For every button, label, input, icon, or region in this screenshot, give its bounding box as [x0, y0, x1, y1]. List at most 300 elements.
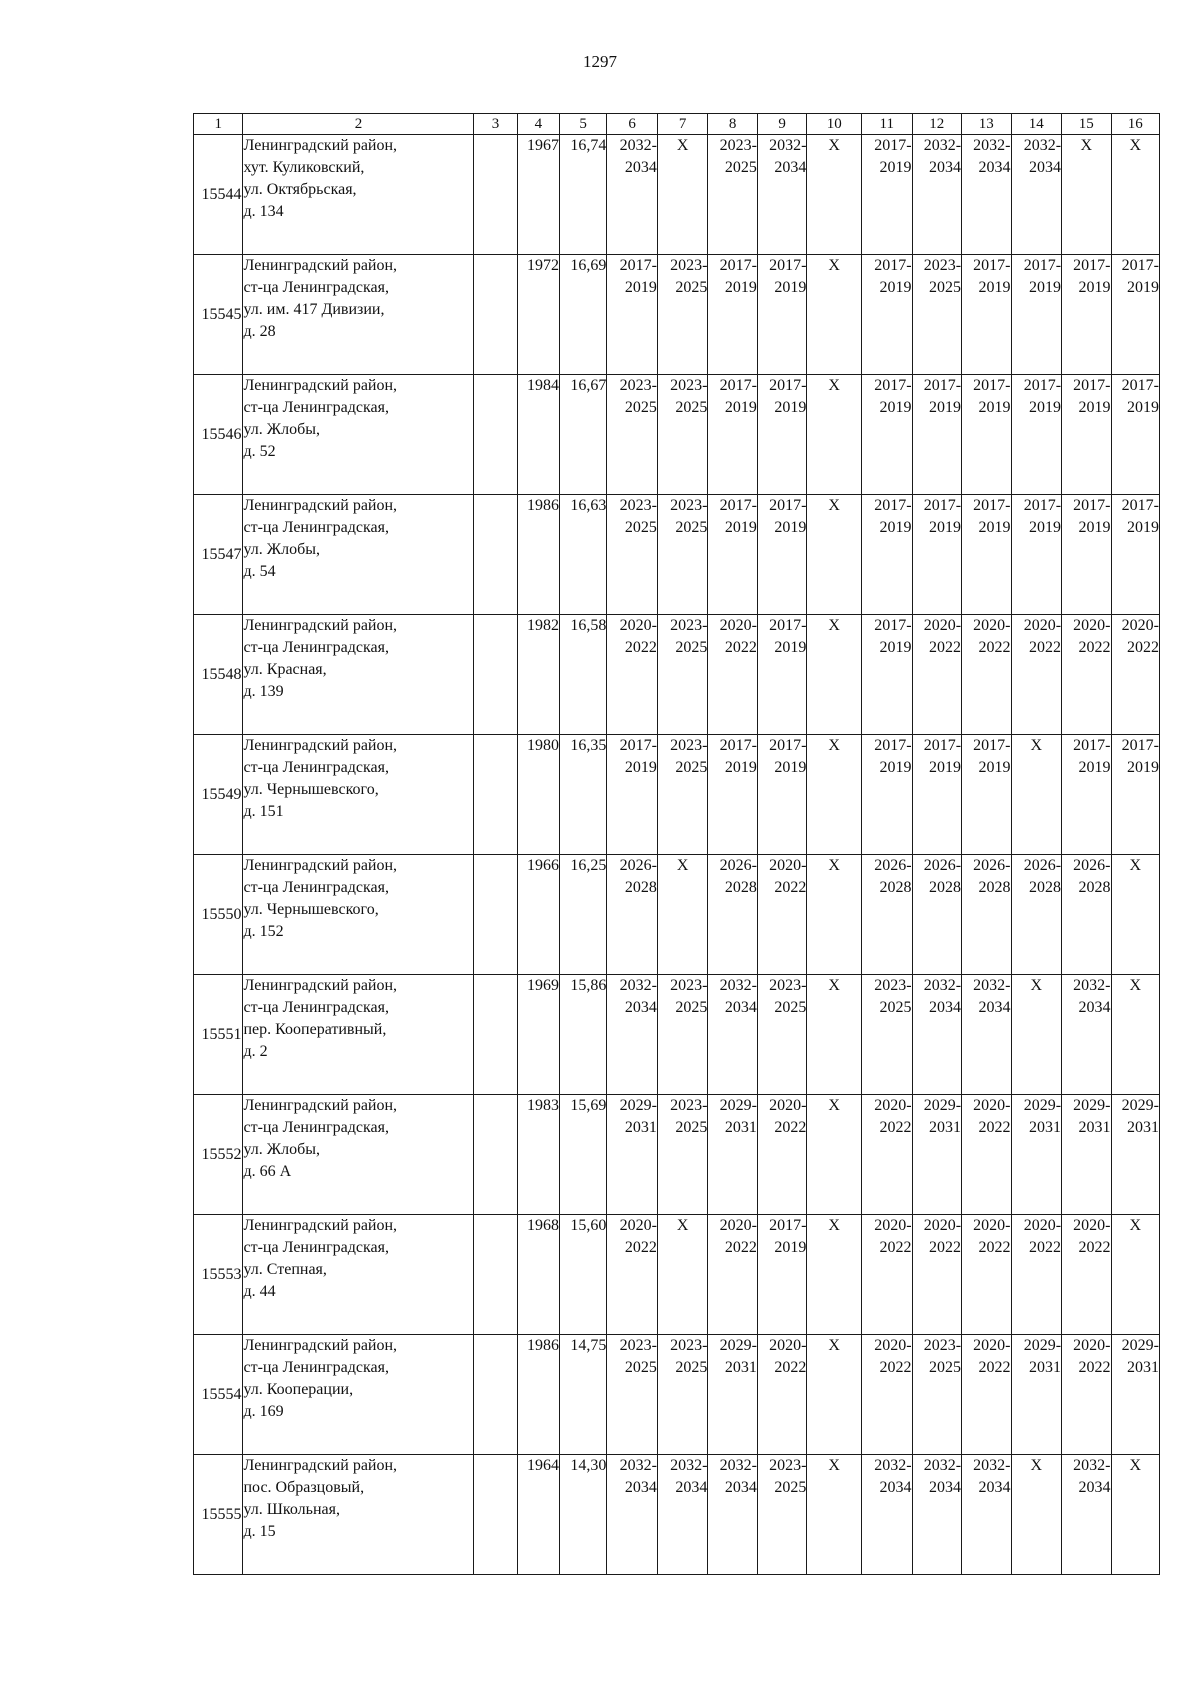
address-cell [243, 975, 474, 1095]
period-cell-col-10 [807, 855, 862, 975]
address-line: ст-ца Ленинградская, [243, 399, 389, 416]
address-line: хут. Куликовский, [243, 159, 365, 176]
address-cell [243, 135, 474, 255]
period-cell-col-7 [657, 1095, 708, 1215]
period-line: Х [828, 1097, 840, 1114]
period-cell-col-13 [962, 1455, 1011, 1575]
period-cell-col-15 [1062, 255, 1111, 375]
period-line: 2031 [1127, 1359, 1159, 1376]
year-built-cell: 1967 [517, 135, 559, 255]
table-row [194, 495, 1160, 615]
record-number-cell: 15551 [194, 975, 243, 1095]
period-cell-col-9 [757, 1335, 806, 1455]
period-cell-col-13 [962, 855, 1011, 975]
period-cell-col-12 [912, 855, 961, 975]
value-cell: 16,74 [559, 135, 606, 255]
period-cell-col-14 [1011, 735, 1062, 855]
table-row [194, 1335, 1160, 1455]
period-cell-col-15 [1062, 1215, 1111, 1335]
period-line: 2020- [769, 1337, 807, 1354]
period-cell-col-12 [912, 255, 961, 375]
column-3-cell [474, 975, 517, 1095]
period-cell-col-6 [607, 615, 658, 735]
table-row [194, 735, 1160, 855]
column-3-cell [474, 1215, 517, 1335]
period-line: 2025 [675, 1359, 708, 1376]
period-cell-col-9 [757, 135, 806, 255]
address-line: д. 134 [243, 203, 284, 220]
period-line: 2017- [1073, 737, 1111, 754]
period-line: 2022 [1078, 1239, 1111, 1256]
period-line: 2022 [978, 639, 1011, 656]
period-cell-col-13 [962, 375, 1011, 495]
period-cell-col-8 [708, 1095, 757, 1215]
period-cell-col-8 [708, 495, 757, 615]
column-header-3: 3 [474, 114, 517, 135]
period-line: 2019 [879, 279, 912, 296]
year-built-cell: 1982 [517, 615, 559, 735]
period-cell-col-7 [657, 975, 708, 1095]
period-cell-col-8 [708, 375, 757, 495]
column-header-2: 2 [243, 114, 474, 135]
year-built-cell: 1966 [517, 855, 559, 975]
period-cell-col-6 [607, 735, 658, 855]
period-line: 2020- [1023, 1217, 1062, 1234]
address-line: ст-ца Ленинградская, [243, 279, 389, 296]
period-line: 2019 [774, 1239, 807, 1256]
period-line: 2020- [923, 617, 962, 634]
address-line: ст-ца Ленинградская, [243, 639, 389, 656]
period-line: 2020- [1121, 617, 1159, 634]
period-cell-col-13 [962, 975, 1011, 1095]
period-cell-col-12 [912, 735, 961, 855]
period-cell-col-10 [807, 1335, 862, 1455]
value-cell: 16,35 [559, 735, 606, 855]
period-line: 2032- [619, 137, 657, 154]
address-line: Ленинградский район, [243, 1337, 398, 1354]
period-line: 2031 [1029, 1119, 1062, 1136]
column-3-cell [474, 255, 517, 375]
period-line: 2029- [1121, 1337, 1159, 1354]
address-line: ст-ца Ленинградская, [243, 519, 389, 536]
address-cell [243, 615, 474, 735]
column-3-cell [474, 495, 517, 615]
period-line: Х [1129, 137, 1142, 154]
period-line: 2019 [774, 399, 807, 416]
period-cell-col-6 [607, 495, 658, 615]
address-line: д. 15 [243, 1523, 276, 1540]
address-line: д. 54 [243, 563, 276, 580]
period-line: 2026- [719, 857, 757, 874]
address-line: ст-ца Ленинградская, [243, 759, 389, 776]
period-line: 2022 [774, 879, 807, 896]
period-cell-col-15 [1062, 615, 1111, 735]
period-line: 2022 [879, 1359, 912, 1376]
period-cell-col-7 [657, 375, 708, 495]
address-line: д. 152 [243, 923, 284, 940]
period-cell-col-12 [912, 495, 961, 615]
period-line: 2029- [619, 1097, 657, 1114]
column-header-8: 8 [708, 114, 757, 135]
period-cell-col-15 [1062, 1455, 1111, 1575]
period-line: 2017- [769, 257, 807, 274]
year-built-cell: 1983 [517, 1095, 559, 1215]
column-header-5: 5 [559, 114, 606, 135]
period-cell-col-6 [607, 1455, 658, 1575]
period-line: 2032- [973, 137, 1011, 154]
period-line: 2025 [774, 999, 807, 1016]
period-line: 2017- [1023, 497, 1062, 514]
period-line: 2032- [923, 137, 962, 154]
record-number-cell: 15553 [194, 1215, 243, 1335]
period-line: 2029- [1023, 1097, 1062, 1114]
period-line: 2023- [923, 1337, 962, 1354]
period-line: 2022 [1029, 639, 1062, 656]
period-line: Х [828, 1457, 840, 1474]
column-header-14: 14 [1011, 114, 1062, 135]
period-line: 2029- [1073, 1097, 1111, 1114]
period-cell-col-15 [1062, 495, 1111, 615]
period-cell-col-16 [1111, 495, 1160, 615]
period-line: 2025 [774, 1479, 807, 1496]
period-line: 2022 [1078, 1359, 1111, 1376]
period-line: 2020- [973, 617, 1011, 634]
address-line: д. 151 [243, 803, 284, 820]
period-line: 2034 [1078, 1479, 1111, 1496]
period-cell-col-9 [757, 1455, 806, 1575]
period-cell-col-7 [657, 135, 708, 255]
period-cell-col-10 [807, 135, 862, 255]
column-header-6: 6 [607, 114, 658, 135]
period-line: 2022 [774, 1119, 807, 1136]
period-line: 2017- [719, 257, 757, 274]
address-line: ст-ца Ленинградская, [243, 879, 389, 896]
period-line: 2017- [769, 737, 807, 754]
period-line: 2034 [624, 1479, 657, 1496]
column-3-cell [474, 1095, 517, 1215]
period-cell-col-10 [807, 1095, 862, 1215]
period-cell-col-12 [912, 1455, 961, 1575]
period-line: 2017- [769, 377, 807, 394]
period-cell-col-12 [912, 1095, 961, 1215]
period-line: 2034 [978, 159, 1011, 176]
period-line: 2019 [1127, 759, 1159, 776]
period-cell-col-16 [1111, 1215, 1160, 1335]
record-number-cell: 15550 [194, 855, 243, 975]
period-line: 2023- [719, 137, 757, 154]
period-line: 2025 [624, 1359, 657, 1376]
address-line: ул. Жлобы, [243, 541, 320, 558]
period-line: Х [828, 257, 840, 274]
period-line: 2032- [719, 1457, 757, 1474]
period-line: Х [1129, 1457, 1142, 1474]
period-cell-col-6 [607, 135, 658, 255]
period-line: 2031 [624, 1119, 657, 1136]
period-cell-col-13 [962, 1335, 1011, 1455]
period-line: 2023- [670, 497, 708, 514]
period-line: 2023- [769, 1457, 807, 1474]
period-line: 2023- [670, 737, 708, 754]
period-cell-col-15 [1062, 1335, 1111, 1455]
record-number-cell: 15544 [194, 135, 243, 255]
period-line: 2034 [774, 159, 807, 176]
period-cell-col-7 [657, 855, 708, 975]
period-line: 2019 [1029, 279, 1062, 296]
period-line: 2022 [774, 1359, 807, 1376]
address-line: ул. Октябрьская, [243, 181, 357, 198]
address-line: ул. Степная, [243, 1261, 327, 1278]
period-line: 2034 [624, 999, 657, 1016]
period-line: 2032- [973, 1457, 1011, 1474]
table-row [194, 375, 1160, 495]
address-line: Ленинградский район, [243, 377, 398, 394]
period-line: Х [828, 857, 840, 874]
period-cell-col-7 [657, 615, 708, 735]
table-row [194, 135, 1160, 255]
period-line: Х [828, 737, 840, 754]
period-cell-col-16 [1111, 615, 1160, 735]
address-cell [243, 735, 474, 855]
period-line: Х [828, 1217, 840, 1234]
value-cell: 16,69 [559, 255, 606, 375]
year-built-cell: 1986 [517, 1335, 559, 1455]
period-cell-col-16 [1111, 255, 1160, 375]
period-line: 2017- [923, 737, 962, 754]
period-line: 2019 [774, 279, 807, 296]
address-line: ст-ца Ленинградская, [243, 1119, 389, 1136]
period-line: 2020- [719, 617, 757, 634]
table-row [194, 1215, 1160, 1335]
period-line: 2032- [923, 1457, 962, 1474]
period-line: 2023- [670, 977, 708, 994]
period-cell-col-6 [607, 1335, 658, 1455]
column-header-11: 11 [862, 114, 913, 135]
address-line: д. 66 А [243, 1163, 292, 1180]
year-built-cell: 1969 [517, 975, 559, 1095]
period-line: 2019 [1078, 279, 1111, 296]
period-line: 2020- [1073, 1217, 1111, 1234]
period-line: Х [1129, 977, 1142, 994]
address-line: ст-ца Ленинградская, [243, 1239, 389, 1256]
period-line: 2028 [724, 879, 757, 896]
period-line: 2019 [1127, 399, 1159, 416]
period-line: 2019 [774, 519, 807, 536]
period-cell-col-16 [1111, 855, 1160, 975]
period-cell-col-6 [607, 855, 658, 975]
period-line: 2025 [624, 519, 657, 536]
record-number-cell: 15554 [194, 1335, 243, 1455]
period-line: 2032- [874, 1457, 912, 1474]
period-cell-col-14 [1011, 255, 1062, 375]
value-cell: 15,86 [559, 975, 606, 1095]
period-line: Х [676, 857, 689, 874]
period-line: Х [828, 497, 840, 514]
period-line: 2034 [929, 999, 962, 1016]
period-line: 2029- [923, 1097, 962, 1114]
period-cell-col-16 [1111, 975, 1160, 1095]
period-cell-col-10 [807, 975, 862, 1095]
period-cell-col-12 [912, 1215, 961, 1335]
period-line: 2025 [879, 999, 912, 1016]
period-line: 2017- [874, 737, 912, 754]
value-cell: 15,60 [559, 1215, 606, 1335]
period-line: 2034 [978, 999, 1011, 1016]
period-line: 2025 [675, 399, 708, 416]
housing-registry-table [193, 113, 1160, 1575]
period-line: 2017- [1121, 377, 1159, 394]
period-line: 2031 [1078, 1119, 1111, 1136]
period-line: 2032- [923, 977, 962, 994]
period-line: 2020- [973, 1097, 1011, 1114]
record-number-cell: 15555 [194, 1455, 243, 1575]
period-line: 2019 [879, 159, 912, 176]
address-line: пос. Образцовый, [243, 1479, 365, 1496]
period-line: 2028 [879, 879, 912, 896]
period-line: 2017- [769, 617, 807, 634]
period-cell-col-14 [1011, 135, 1062, 255]
period-line: 2019 [929, 519, 962, 536]
period-cell-col-10 [807, 615, 862, 735]
period-line: 2034 [724, 1479, 757, 1496]
period-cell-col-14 [1011, 1095, 1062, 1215]
period-cell-col-11 [862, 1095, 913, 1215]
period-line: 2034 [675, 1479, 708, 1496]
address-line: Ленинградский район, [243, 1217, 398, 1234]
period-cell-col-10 [807, 495, 862, 615]
period-line: 2034 [929, 159, 962, 176]
period-line: 2025 [675, 639, 708, 656]
period-line: 2025 [929, 1359, 962, 1376]
period-line: 2017- [923, 377, 962, 394]
period-line: 2019 [724, 759, 757, 776]
period-cell-col-12 [912, 1335, 961, 1455]
period-cell-col-13 [962, 615, 1011, 735]
record-number-cell: 15545 [194, 255, 243, 375]
period-line: 2032- [670, 1457, 708, 1474]
period-line: 2017- [923, 497, 962, 514]
address-line: д. 52 [243, 443, 276, 460]
period-line: 2019 [879, 639, 912, 656]
period-cell-col-15 [1062, 135, 1111, 255]
period-line: 2025 [675, 999, 708, 1016]
period-cell-col-8 [708, 1455, 757, 1575]
period-line: 2028 [1078, 879, 1111, 896]
period-cell-col-13 [962, 135, 1011, 255]
period-line: Х [828, 977, 840, 994]
period-line: Х [1030, 977, 1043, 994]
period-line: 2029- [719, 1337, 757, 1354]
period-line: Х [828, 137, 840, 154]
period-line: 2017- [874, 377, 912, 394]
period-cell-col-16 [1111, 735, 1160, 855]
period-line: Х [1080, 137, 1093, 154]
period-line: 2017- [973, 497, 1011, 514]
period-cell-col-16 [1111, 375, 1160, 495]
address-line: Ленинградский район, [243, 137, 398, 154]
period-line: 2028 [1029, 879, 1062, 896]
period-line: 2023- [619, 377, 657, 394]
period-line: 2025 [929, 279, 962, 296]
period-line: 2023- [670, 1337, 708, 1354]
column-header-13: 13 [962, 114, 1011, 135]
address-cell [243, 1095, 474, 1215]
period-line: 2019 [1078, 519, 1111, 536]
period-line: 2034 [929, 1479, 962, 1496]
address-cell [243, 1455, 474, 1575]
year-built-cell: 1984 [517, 375, 559, 495]
record-number-cell: 15548 [194, 615, 243, 735]
period-line: 2029- [719, 1097, 757, 1114]
period-cell-col-8 [708, 855, 757, 975]
period-cell-col-15 [1062, 975, 1111, 1095]
period-line: 2019 [1127, 519, 1159, 536]
period-line: 2022 [1078, 639, 1111, 656]
column-header-10: 10 [807, 114, 862, 135]
column-header-12: 12 [912, 114, 961, 135]
table-row [194, 1095, 1160, 1215]
period-line: 2022 [624, 639, 657, 656]
period-line: 2019 [879, 399, 912, 416]
address-line: ул. Жлобы, [243, 421, 320, 438]
period-line: 2017- [1121, 737, 1159, 754]
value-cell: 15,69 [559, 1095, 606, 1215]
table-row [194, 615, 1160, 735]
period-line: 2019 [1078, 399, 1111, 416]
record-number-cell: 15552 [194, 1095, 243, 1215]
period-cell-col-11 [862, 855, 913, 975]
period-cell-col-9 [757, 255, 806, 375]
period-cell-col-14 [1011, 975, 1062, 1095]
period-cell-col-11 [862, 735, 913, 855]
period-cell-col-14 [1011, 855, 1062, 975]
address-cell [243, 855, 474, 975]
period-line: 2032- [1073, 977, 1111, 994]
period-line: 2022 [978, 1239, 1011, 1256]
period-line: 2025 [724, 159, 757, 176]
period-cell-col-11 [862, 975, 913, 1095]
period-line: 2020- [619, 1217, 657, 1234]
period-line: 2019 [1029, 519, 1062, 536]
period-line: 2022 [1029, 1239, 1062, 1256]
period-line: 2023- [874, 977, 912, 994]
year-built-cell: 1986 [517, 495, 559, 615]
period-cell-col-7 [657, 1455, 708, 1575]
period-line: 2025 [675, 1119, 708, 1136]
period-cell-col-15 [1062, 855, 1111, 975]
period-line: 2022 [724, 1239, 757, 1256]
period-cell-col-10 [807, 375, 862, 495]
year-built-cell: 1968 [517, 1215, 559, 1335]
period-line: 2034 [724, 999, 757, 1016]
period-line: 2034 [624, 159, 657, 176]
period-cell-col-14 [1011, 1335, 1062, 1455]
period-line: Х [1030, 737, 1043, 754]
address-cell [243, 495, 474, 615]
period-cell-col-9 [757, 375, 806, 495]
period-line: 2028 [624, 879, 657, 896]
period-line: 2020- [719, 1217, 757, 1234]
period-line: 2022 [724, 639, 757, 656]
period-cell-col-16 [1111, 135, 1160, 255]
address-line: ул. Школьная, [243, 1501, 340, 1518]
period-line: 2020- [769, 1097, 807, 1114]
period-line: 2017- [973, 737, 1011, 754]
address-cell [243, 1335, 474, 1455]
period-cell-col-7 [657, 1215, 708, 1335]
period-line: 2019 [978, 759, 1011, 776]
period-cell-col-9 [757, 735, 806, 855]
period-line: 2022 [624, 1239, 657, 1256]
